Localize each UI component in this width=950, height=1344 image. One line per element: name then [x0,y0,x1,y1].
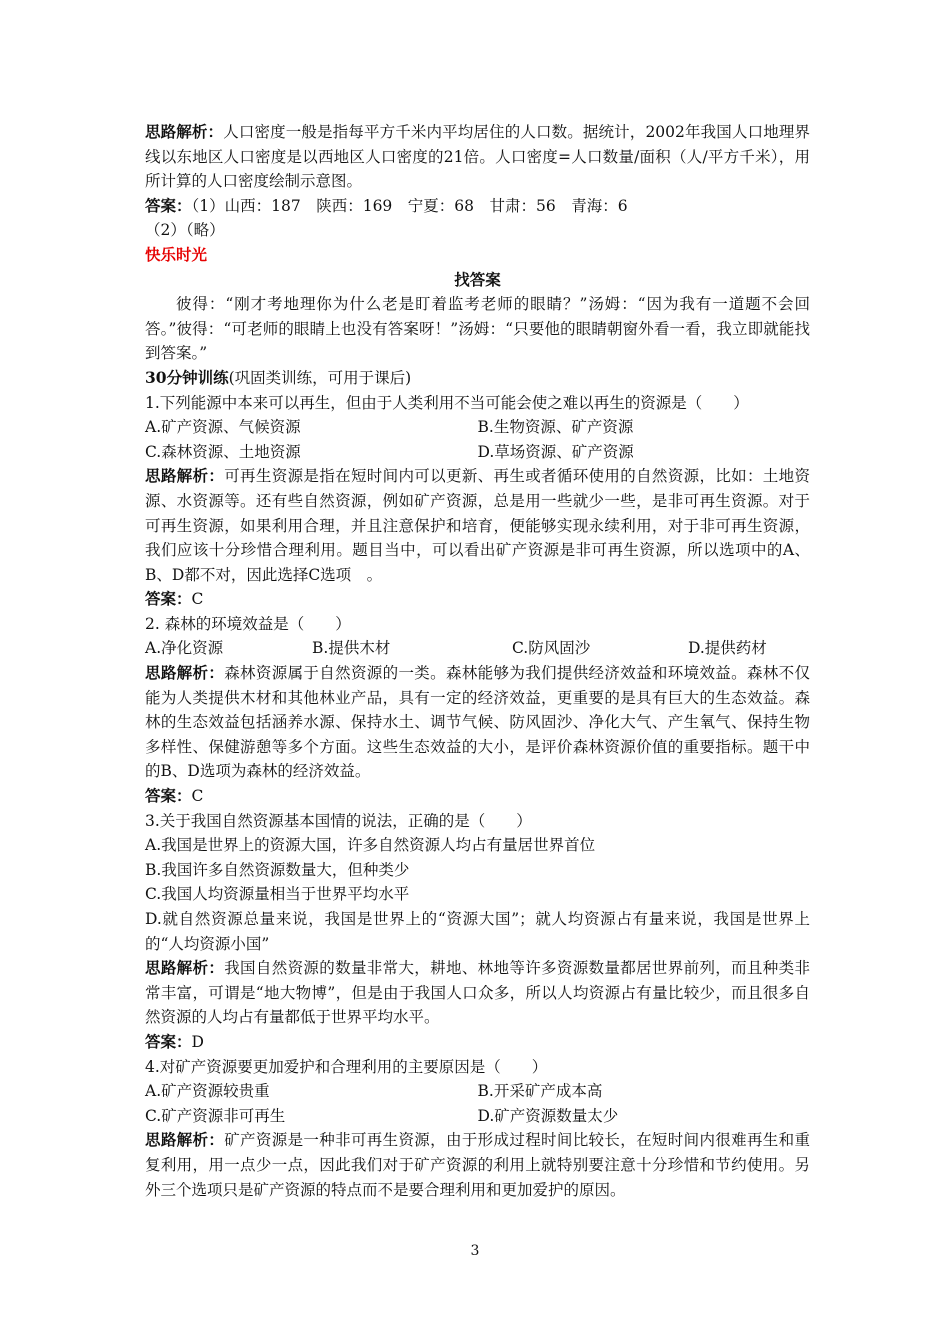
option-a: A.我国是世界上的资源大国，许多自然资源人均占有量居世界首位 [145,836,596,855]
question-3-stem: 3.关于我国自然资源基本国情的说法，正确的是（ ） [145,811,532,830]
analysis-label: 思路解析： [145,1130,225,1150]
option-d: D.草场资源、矿产资源 [477,442,634,461]
answer-label: 答案： [145,589,192,609]
answer-line [145,194,810,219]
question-1-options-row-1 [145,415,810,440]
question-2-stem: 2. 森林的环境效益是（ ） [145,614,351,633]
option-a: A.矿产资源、气候资源 [145,418,301,437]
answer-text: （1）山西：187 陕西：169 宁夏：68 甘肃：56 青海：6 [191,196,628,215]
training-heading-note: (巩固类训练，可用于课后) [228,368,412,387]
option-a: A.矿产资源较贵重 [145,1082,270,1101]
analysis-text: 我国自然资源的数量非常大，耕地、林地等许多资源数量都居世界前列，而且种类非常丰富，可谓是“地大物博”，但是由于我国人口众多，所以人均资源占有量比较少，而且很多自然资源的人均占有量都低于世界平均水平。 [145,959,810,1027]
option-b: B.我国许多自然资源数量大，但种类少 [145,860,410,879]
option-c: C.防风固沙 [512,639,591,658]
analysis-paragraph [145,120,810,194]
analysis-text: 矿产资源是一种非可再生资源，由于形成过程时间比较长，在短时间内很难再生和重复利用，用一点少一点，因此我们对于矿产资源的利用上就特别要注意十分珍惜和节约使用。另外三个选项只是矿产资源的特点而不是要合理利用和更加爱护的原因。 [145,1131,810,1199]
story-text: 彼得：“刚才考地理你为什么老是盯着监考老师的眼睛？”汤姆：“因为我有一道题不会回答。”彼得：“可老师的眼睛上也没有答案呀！”汤姆：“只要他的眼睛朝窗外看一看，我立即就能找到答案。” [145,295,810,363]
option-d: D.矿产资源数量太少 [477,1106,619,1125]
option-c: C.森林资源、土地资源 [145,442,301,461]
analysis-label: 思路解析： [145,122,224,141]
question-1-analysis [145,464,810,587]
answer-label: 答案： [145,786,192,806]
question-2-answer [145,784,810,809]
section-heading-happy-time: 快乐时光 [145,244,208,264]
question-1-options-row-2 [145,440,810,465]
analysis-label: 思路解析： [145,466,225,486]
option-d: D.就自然资源总量来说，我国是世界上的“资源大国”；就人均资源占有量来说，我国是世界上的“人均资源小国” [145,910,810,953]
question-3-answer [145,1030,810,1055]
question-3-analysis [145,956,810,1030]
option-b: B.开采矿产成本高 [477,1082,603,1101]
answer-value: C [191,787,204,806]
story-title: 找答案 [454,269,501,289]
question-2-analysis [145,661,810,784]
option-b: B.提供木材 [312,639,391,658]
question-1-answer [145,587,810,612]
option-b: B.生物资源、矿产资源 [477,418,634,437]
analysis-text: 可再生资源是指在短时间内可以更新、再生或者循环使用的自然资源，比如：土地资源、水资源等。还有些自然资源，例如矿产资源，总是用一些就少一些，是非可再生资源。对于可再生资源，如果利用合理，并且注意保护和培育，便能够实现永续利用，对于非可再生资源，我们应该十分珍惜合理利用。题目当中，可以看出矿产资源是非可再生资源，所以选项中的A、B、D都不对，因此选择C选项 。 [145,467,810,584]
question-4-analysis [145,1128,810,1202]
question-2-options [145,636,810,661]
question-4-stem: 4.对矿产资源要更加爱护和合理利用的主要原因是（ ） [145,1057,548,1076]
document-page [145,120,810,1202]
option-c: C.矿产资源非可再生 [145,1106,286,1125]
training-heading-bold: 30分钟训练 [145,367,229,387]
analysis-text: 森林资源属于自然资源的一类。森林能够为我们提供经济效益和环境效益。森林不仅能为人类提供木材和其他林业产品，具有一定的经济效益，更重要的是具有巨大的生态效益。森林的生态效益包括涵养水源、保持水土、调节气候、防风固沙、净化大气、产生氧气、保持生物多样性、保健游憩等多个方面。这些生态效益的大小，是评价森林资源价值的重要指标。题干中的B、D选项为森林的经济效益。 [145,664,810,781]
question-4-options-row-1 [145,1079,810,1104]
option-a: A.净化资源 [145,639,224,658]
answer-value: C [191,590,204,609]
analysis-label: 思路解析： [145,663,225,683]
question-1-stem: 1.下列能源中本来可以再生，但由于人类利用不当可能会使之难以再生的资源是（ ） [145,393,749,412]
option-d: D.提供药材 [688,639,767,658]
analysis-label: 思路解析： [145,958,225,978]
page-number: 3 [470,1243,480,1259]
training-heading [145,366,810,391]
answer-line-2: （2）（略） [145,221,225,240]
answer-label: 答案： [145,1031,192,1051]
option-c: C.我国人均资源量相当于世界平均水平 [145,885,410,904]
analysis-text: 人口密度一般是指每平方千米内平均居住的人口数。据统计，2002年我国人口地理界线以东地区人口密度是以西地区人口密度的21倍。人口密度=人口数量/面积（人/平方千米），用所计算的人口密度绘制示意图。 [145,123,810,191]
answer-label: 答案： [145,195,192,215]
question-4-options-row-2 [145,1104,810,1129]
answer-value: D [191,1032,204,1051]
